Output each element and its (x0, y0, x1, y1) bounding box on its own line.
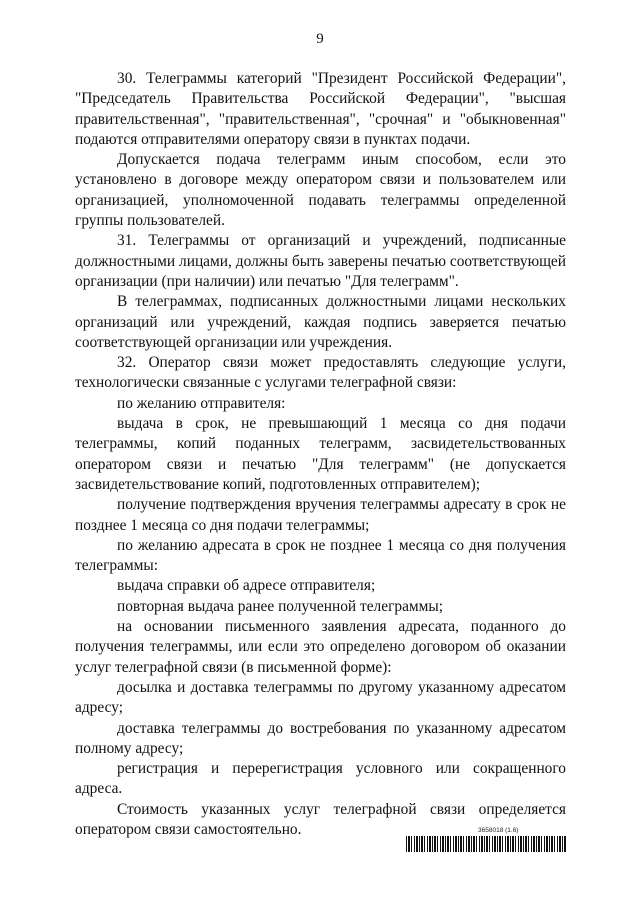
paragraph-31: 31. Телеграммы от организаций и учреждений, подписанные должностными лицами, должны быть заверены печатью соответствующей организации (при наличии) или печатью "Для телеграмм". (75, 232, 566, 290)
list-item: досылка и доставка телеграммы по другому указанному адресатом адресу; (75, 678, 566, 717)
list-item: доставка телеграммы до востребования по указанному адресатом полному адресу; (75, 719, 566, 757)
list-item: получение подтверждения вручения телеграммы адресату в срок не позднее 1 месяца со дня подачи телеграммы; (75, 496, 566, 534)
list-item: повторная выдача ранее полученной телеграммы; (117, 597, 443, 615)
paragraph-30: 30. Телеграммы категорий "Президент Российской Федерации", "Председатель Правительства Российской Федерации", "высшая правительственная", "правительственная", "срочная" и "обыкновенная" подаются отправителями оператору связи в пунктах подачи. (75, 70, 566, 148)
barcode (406, 836, 566, 852)
paragraph: Допускается подача телеграмм иным способом, если это установлено в договоре между оператором связи и пользователем или организацией, уполномоченной подавать телеграммы определенной группы пользователей. (75, 151, 566, 230)
page-number: 9 (316, 31, 324, 47)
list-heading: на основании письменного заявления адресата, поданного до получения телеграммы, или если это определено договором об оказании услуг телеграфной связи (в письменной форме): (75, 618, 566, 676)
document-id: 3658018 (1.6) (478, 827, 519, 834)
paragraph: Стоимость указанных услуг телеграфной связи определяется оператором связи самостоятельно. (75, 800, 566, 838)
list-item: выдача в срок, не превышающий 1 месяца со дня подачи телеграммы, копий поданных телеграмм, засвидетельствованных оператором связи и печатью "Для телеграмм" (не допускается засвидетельствование копий, подготовленных отправителем); (75, 415, 566, 493)
paragraph-32: 32. Оператор связи может предоставлять следующие услуги, технологически связанные с услугами телеграфной связи: (75, 354, 566, 392)
list-heading: по желанию отправителя: (117, 394, 286, 412)
list-item: регистрация и перерегистрация условного или сокращенного адреса. (75, 760, 566, 798)
list-heading: по желанию адресата в срок не позднее 1 месяца со дня получения телеграммы: (75, 536, 566, 575)
paragraph: В телеграммах, подписанных должностными лицами нескольких организаций или учреждений, каждая подпись заверяется печатью соответствующей организации или учреждения. (75, 293, 566, 351)
document-body (75, 69, 566, 840)
list-item: выдача справки об адресе отправителя; (117, 577, 376, 595)
